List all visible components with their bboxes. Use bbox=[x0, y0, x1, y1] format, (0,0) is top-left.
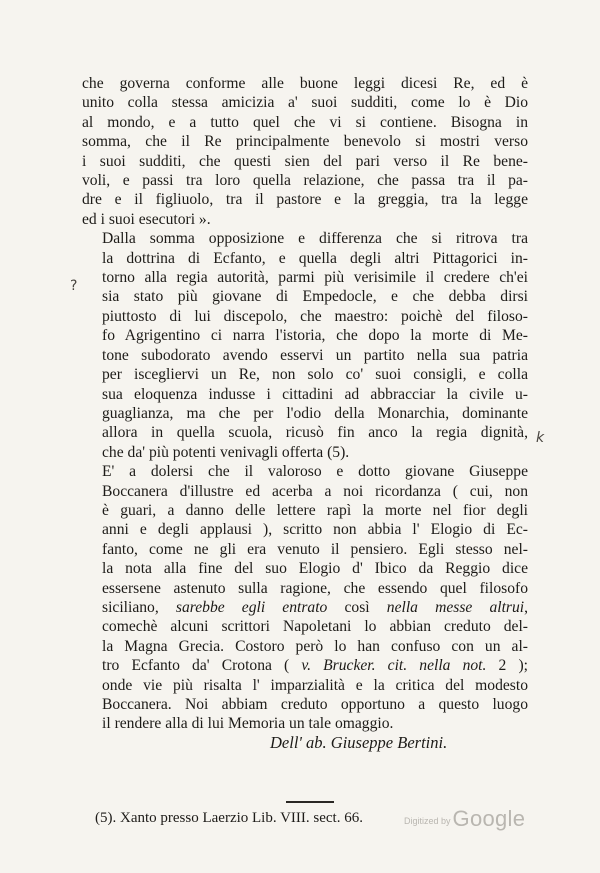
paragraph-2 bbox=[82, 229, 528, 462]
text-line: guaglianza, ma che per l'odio della Monarchia, dominante bbox=[102, 404, 528, 422]
text-line: ed i suoi esecutori ». bbox=[82, 210, 211, 228]
margin-mark-left: ? bbox=[70, 278, 78, 294]
text-line: piuttosto di lui discepolo, che maestro: poichè del filoso- bbox=[102, 307, 528, 325]
text-line: comechè alcuni scrittori Napoletani lo abbian creduto del- bbox=[102, 618, 528, 636]
text-line: Dalla somma opposizione e differenza che si ritrova tra bbox=[102, 230, 528, 248]
text-line: al mondo, e a tutto quel che vi si contiene. Bisogna in bbox=[82, 113, 528, 131]
main-text bbox=[82, 74, 528, 734]
text-line: per iscegliervi un Re, non solo co' suoi consigli, e colla bbox=[102, 366, 528, 384]
text-line: la nota alla fine del suo Elogio d' Ibico da Reggio dice bbox=[102, 560, 528, 578]
text-line: dre e il figliuolo, tra il pastore e la greggia, tra la legge bbox=[82, 191, 528, 209]
paragraph-1 bbox=[82, 74, 528, 229]
text-line: tro Ecfanto da' Crotona ( v. Brucker. cit. nella not. 2 ); bbox=[102, 657, 528, 675]
text-line: il rendere alla di lui Memoria un tale omaggio. bbox=[102, 715, 394, 733]
citation: v. Brucker. cit. nella not. bbox=[301, 657, 487, 675]
text-line: i suoi sudditi, che questi sien del pari verso il Re bene- bbox=[82, 152, 528, 170]
text-line: torno alla regia autorità, parmi più verisimile il credere ch'ei bbox=[102, 269, 528, 287]
text-line: che da' più potenti venivagli offerta (5). bbox=[102, 443, 350, 461]
text-line: che governa conforme alle buone leggi dicesi Re, ed è bbox=[82, 75, 528, 92]
text-line: Boccanera d'illustre ed acerba a noi ricordanza ( cui, non bbox=[102, 482, 528, 500]
google-logo: Google bbox=[452, 806, 526, 831]
text-line: la Magna Grecia. Costoro però lo han confuso con un al- bbox=[102, 637, 528, 655]
text-line: essersene astenuto sulla ragione, che essendo quel filosofo bbox=[102, 579, 528, 597]
text-line: è guari, a danno delle lettere rapì la morte nel fior degli bbox=[102, 501, 528, 519]
author-signature: Dell' ab. Giuseppe Bertini. bbox=[270, 733, 448, 752]
italic-phrase: nella messe altrui bbox=[386, 598, 525, 616]
text-line: fanto, come ne gli era venuto il pensiero. Egli stesso nel- bbox=[102, 540, 528, 558]
margin-mark-right: k bbox=[536, 430, 545, 446]
text-line: tone subodorato avendo esservi un partito nella sua patria bbox=[102, 346, 528, 364]
text-line: unito colla stessa amicizia a' suoi sudditi, come lo è Dio bbox=[82, 94, 528, 112]
text-line: fo Agrigentino ci narra l'istoria, che dopo la morte di Me- bbox=[102, 327, 528, 345]
text-line: somma, che il Re principalmente benevolo si mostri verso bbox=[82, 133, 528, 151]
text-line: siciliano, sarebbe egli entrato così nella messe altrui, bbox=[102, 598, 529, 616]
text-line: voli, e passi tra loro quella relazione, che passa tra il pa- bbox=[82, 172, 528, 190]
digitization-watermark: Digitized byGoogle bbox=[404, 806, 526, 831]
text-line: anni e degli applausi ), scritto non abbia l' Elogio di Ec- bbox=[102, 521, 528, 539]
text-line: sia stato più giovane di Empedocle, e che debba dirsi bbox=[102, 288, 528, 306]
text-line: sua eloquenza indusse i cittadini ad abbracciar la civile u- bbox=[102, 385, 528, 403]
italic-phrase: sarebbe egli entrato bbox=[175, 598, 328, 616]
paragraph-3 bbox=[82, 462, 528, 734]
text-line: Boccanera. Noi abbiam creduto opportuno a questo luogo bbox=[102, 696, 528, 713]
text-line: E' a dolersi che il valoroso e dotto giovane Giuseppe bbox=[102, 463, 528, 481]
text-line: la dottrina di Ecfanto, e quella degli altri Pittagorici in- bbox=[102, 249, 528, 267]
text-line: onde vie più risalta l' imparzialità e la critica del modesto bbox=[102, 676, 528, 694]
footnote: (5). Xanto presso Laerzio Lib. VIII. sect. 66. bbox=[95, 810, 363, 826]
footnote-divider bbox=[286, 801, 334, 803]
text-line: allora in quella scuola, ricusò fin anco la regia dignità, bbox=[102, 424, 528, 442]
